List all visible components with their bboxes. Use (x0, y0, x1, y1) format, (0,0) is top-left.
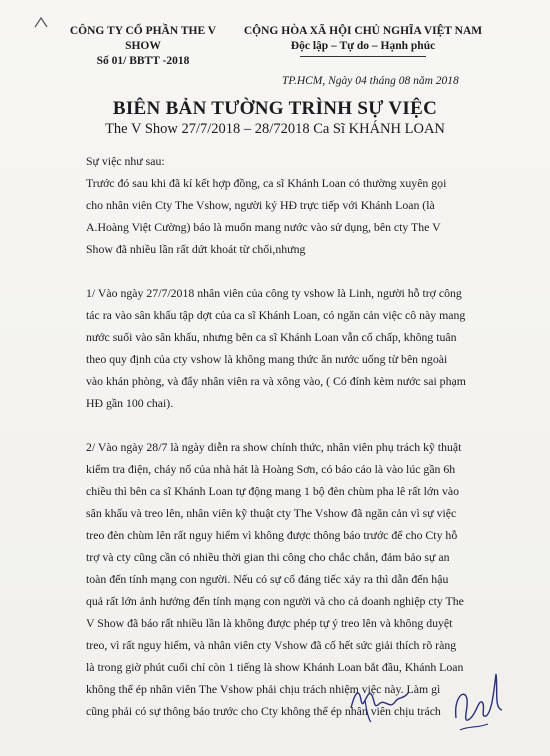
intro-heading: Sự việc như sau: (86, 154, 165, 168)
text-line: quả rất lớn ảnh hưởng đến tính mạng con người và cho cả doanh nghiệp cty The (86, 594, 464, 608)
punch-hole-mark (34, 16, 48, 28)
text-line: sân khấu và treo lên, nhân viên kỹ thuật cty The Vshow đã ngăn cản vì sự việc (86, 506, 457, 520)
text-line: V Show đã báo rất nhiều lần là không được phép tự ý treo lên và không duyệt (86, 616, 453, 630)
text-line: 1/ Vào ngày 27/7/2018 nhân viên của công ty vshow là Linh, người hỗ trợ công (86, 286, 462, 300)
national-header (238, 24, 488, 54)
national-motto: Độc lập – Tự do – Hạnh phúc (290, 40, 436, 52)
text-line: Trước đó sau khi đã kí kết hợp đồng, ca sĩ Khánh Loan có thường xuyên gọi (86, 176, 447, 190)
intro-paragraph (86, 172, 506, 260)
document-number: Số 01/ BBTT -2018 (96, 55, 190, 67)
paragraph-2 (86, 436, 506, 722)
paragraph-1 (86, 282, 506, 414)
text-line: theo quy định của cty vshow là không mang thức ăn nước uống từ bên ngoài (86, 352, 448, 366)
text-line: toàn đến tính mạng con người. Nếu có sự cố đáng tiếc xảy ra thì dẫn đến hậu (86, 572, 449, 586)
text-line: 2/ Vào ngày 28/7 là ngày diễn ra show chính thức, nhân viên phụ trách kỹ thuật (86, 440, 462, 454)
document-subtitle: The V Show 27/7/2018 – 28/72018 Ca Sĩ KHÁNH LOAN (105, 121, 445, 137)
text-line: chiều thì bên ca sĩ Khánh Loan tự động mang 1 bộ đèn chùm pha lê rất lớn vào (86, 484, 459, 498)
text-line: cho nhân viên Cty The Vshow, người ký HĐ trực tiếp với Khánh Loan (là (86, 198, 435, 212)
text-line: là trong giờ phút cuối chỉ còn 1 tiếng là show Khánh Loan bắt đầu, Khánh Loan (86, 660, 464, 674)
company-name: CÔNG TY CỔ PHẦN THE V SHOW (69, 25, 217, 52)
signature-mark (448, 660, 508, 740)
text-line: nước suối vào sân khấu, nhưng bên ca sĩ Khánh Loan vẫn cố chấp, không tuân (86, 330, 457, 344)
text-line: cũng phải có sự thông báo trước cho Cty không thể ép nhân viên chịu trách (86, 704, 441, 718)
text-line: HĐ gần 100 chai). (86, 396, 174, 410)
text-line: không thể ép nhân viên The Vshow phải chịu trách nhiệm việc này. Làm gì (86, 682, 441, 696)
motto-underline (300, 56, 426, 57)
text-line: tác ra vào sân khấu tập dợt của ca sĩ Khánh Loan, có ngăn cản việc cô này mang (86, 308, 466, 322)
document-body (86, 150, 506, 722)
text-line: Show đã nhiều lần rất dứt khoát từ chối,nhưng (86, 242, 306, 256)
text-line: trợ và cty cũng cần có nhiều thời gian thi công cho chắc chắn, đảm bảo sự an (86, 550, 450, 564)
company-header (58, 24, 228, 69)
text-line: treo, vì rất nguy hiểm, và nhân viên cty Vshow đã cố hết sức giải thích rõ ràng (86, 638, 457, 652)
text-line: vào khán phòng, và đẩy nhân viên ra và xông vào, ( Có đính kèm nước sai phạm (86, 374, 466, 388)
text-line: kiểm tra điện, cháy nổ của nhà hát là Hoàng Sơn, có báo cáo là vào lúc gần 6h (86, 462, 456, 476)
text-line: treo đèn chùm lên rất nguy hiểm vì không được thông báo trước để cho Cty hỗ (86, 528, 458, 542)
signature-mark (345, 670, 415, 725)
text-line: A.Hoàng Việt Cường) báo là muốn mang nước vào sử dụng, bên cty The V (86, 220, 441, 234)
document-title: BIÊN BẢN TƯỜNG TRÌNH SỰ VIỆC (112, 98, 438, 119)
document-date: TP.HCM, Ngày 04 tháng 08 năm 2018 (282, 75, 459, 87)
republic-name: CỘNG HÒA XÃ HỘI CHỦ NGHĨA VIỆT NAM (243, 25, 483, 37)
